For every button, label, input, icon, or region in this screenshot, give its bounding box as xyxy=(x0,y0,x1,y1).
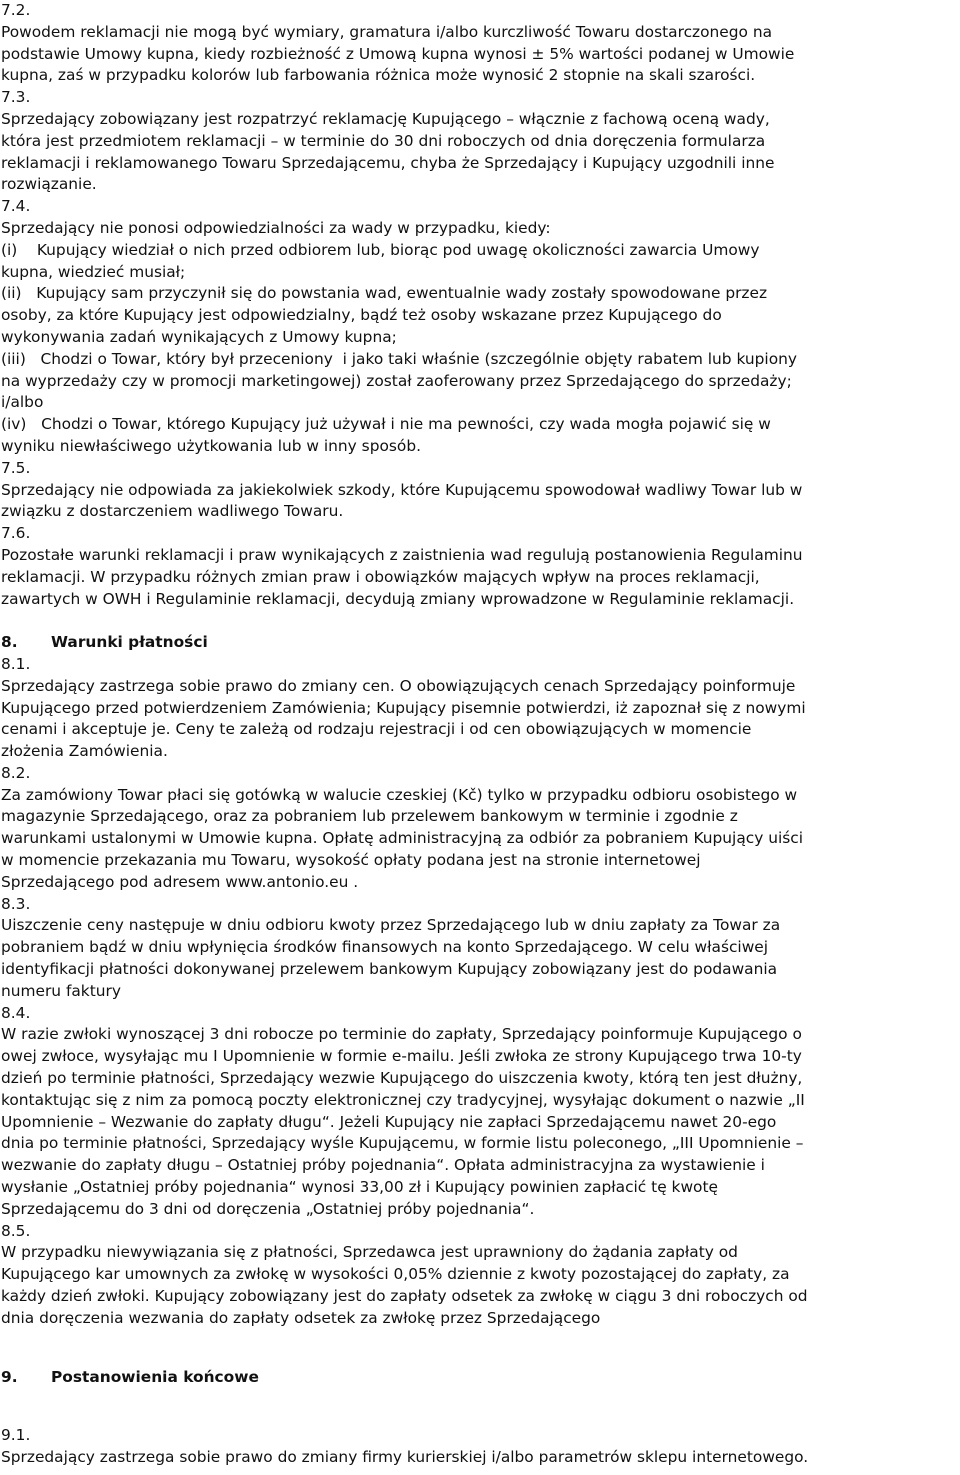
list-item-line: na wyprzedaży czy w promocji marketingowej) został zaoferowany przez Sprzedającego do sprzedaży; xyxy=(1,371,792,390)
section-number: 7.4. xyxy=(1,197,31,216)
paragraph-line: kontaktując się z nim za pomocą poczty elektronicznej czy tradycyjnej, wysyłając dokument o nazwie „II xyxy=(1,1090,805,1109)
paragraph-line: w momencie przekazania mu Towaru, wysokość opłaty podana jest na stronie internetowej xyxy=(1,851,701,870)
section-number: 7.6. xyxy=(1,524,31,543)
section-number: 8.2. xyxy=(1,763,31,782)
section-number: 9.1. xyxy=(1,1426,31,1444)
paragraph-line: wezwanie do zapłaty długu – Ostatniej próby pojednania“. Opłata administracyjna za wystawienie i xyxy=(1,1156,765,1175)
heading-number: 9. xyxy=(1,1368,18,1387)
section-number: 7.5. xyxy=(1,458,31,477)
section-number: 7.3. xyxy=(1,88,31,107)
paragraph-line: reklamacji. W przypadku różnych zmian praw i obowiązków mających wpływ na proces reklamacji, xyxy=(1,567,760,586)
section-8-1 xyxy=(1,654,960,763)
paragraph-line: zawartych w OWH i Regulaminie reklamacji, decydują zmiany wprowadzone w Regulaminie reklamacji. xyxy=(1,589,795,608)
paragraph-line: dnia po terminie płatności, Sprzedający wyśle Kupującemu, w formie listu poleconego, „III Upomnienie – xyxy=(1,1134,804,1153)
paragraph-line: rozwiązanie. xyxy=(1,175,97,194)
paragraph-line: warunkami ustalonymi w Umowie kupna. Opłatę administracyjną za odbiór za pobraniem Kupujący uiści xyxy=(1,829,804,848)
paragraph-line: kupna, zaś w przypadku kolorów lub farbowania różnica może wynosić 2 stopnie na skali szarości. xyxy=(1,66,756,85)
spacer xyxy=(1,1351,960,1367)
section-number: 7.2. xyxy=(1,1,31,19)
section-7-6 xyxy=(1,523,960,610)
paragraph-line: Upomnienie – Wezwanie do zapłaty długu“. Jeżeli Kupujący nie zapłaci Sprzedającemu nawet 20-ego xyxy=(1,1112,777,1131)
paragraph-line: reklamacji i reklamowanego Towaru Sprzedającemu, chyba że Sprzedający i Kupujący uzgodnili inne xyxy=(1,153,775,172)
paragraph-line: wysłanie „Ostatniej próby pojednania“ wynosi 33,00 zł i Kupujący powinien zapłacić tę kwotę xyxy=(1,1178,718,1197)
section-8-4 xyxy=(1,1003,960,1221)
section-7-2 xyxy=(1,0,960,87)
heading-section-8 xyxy=(1,632,960,654)
paragraph-line: Sprzedający zastrzega sobie prawo do zmiany cen. O obowiązujących cenach Sprzedający poinformuje xyxy=(1,676,796,695)
list-item-line: wykonywania zadań wynikających z Umowy kupna; xyxy=(1,327,397,346)
heading-title: Postanowienia końcowe xyxy=(51,1368,259,1387)
spacer xyxy=(1,610,960,632)
heading-title: Warunki płatności xyxy=(51,633,208,652)
section-9-1 xyxy=(1,1425,960,1469)
paragraph-line: magazynie Sprzedającego, oraz za pobraniem lub przelewem bankowym w terminie i zgodnie z xyxy=(1,807,738,826)
list-item-line: (iv) Chodzi o Towar, którego Kupujący już używał i nie ma pewności, czy wada mogła pojawić się w xyxy=(1,415,771,434)
paragraph-line: dnia doręczenia wezwania do zapłaty odsetek za zwłokę przez Sprzedającego xyxy=(1,1308,601,1327)
heading-section-9 xyxy=(1,1367,960,1389)
section-8-2 xyxy=(1,763,960,894)
paragraph-line: numeru faktury xyxy=(1,981,121,1000)
heading-number: 8. xyxy=(1,633,18,652)
paragraph-line: Sprzedający zobowiązany jest rozpatrzyć reklamację Kupującego – włącznie z fachową oceną wady, xyxy=(1,109,770,128)
list-item-line: (i) Kupujący wiedział o nich przed odbiorem lub, biorąc pod uwagę okoliczności zawarcia Umowy xyxy=(1,240,760,259)
paragraph-line: związku z dostarczeniem wadliwego Towaru. xyxy=(1,502,344,521)
paragraph-line: która jest przedmiotem reklamacji – w terminie do 30 dni roboczych od dnia doręczenia formularza xyxy=(1,131,766,150)
paragraph-line: W razie zwłoki wynoszącej 3 dni robocze po terminie do zapłaty, Sprzedający poinformuje Kupującego o xyxy=(1,1025,802,1044)
list-item-line: osoby, za które Kupujący jest odpowiedzialny, bądź też osoby wskazane przez Kupującego do xyxy=(1,306,722,325)
section-7-5 xyxy=(1,458,960,523)
section-number: 8.5. xyxy=(1,1221,31,1240)
paragraph-line: Uiszczenie ceny następuje w dniu odbioru kwoty przez Sprzedającego lub w dniu zapłaty za Towar za xyxy=(1,916,781,935)
paragraph-line: Powodem reklamacji nie mogą być wymiary, gramatura i/albo kurczliwość Towaru dostarczonego na xyxy=(1,22,773,41)
paragraph-line: Sprzedający nie odpowiada za jakiekolwiek szkody, które Kupującemu spowodował wadliwy Towar lub w xyxy=(1,480,803,499)
paragraph-line: pobraniem bądź w dniu wpłynięcia środków finansowych na konto Sprzedającego. W celu właściwej xyxy=(1,938,769,957)
spacer xyxy=(1,1330,960,1352)
paragraph-line: Za zamówiony Towar płaci się gotówką w walucie czeskiej (Kč) tylko w przypadku odbioru osobistego w xyxy=(1,785,798,804)
section-number: 8.3. xyxy=(1,894,31,913)
paragraph-line: identyfikacji płatności dokonywanej przelewem bankowym Kupujący zobowiązany jest do podawania xyxy=(1,960,778,979)
section-number: 8.4. xyxy=(1,1003,31,1022)
list-item-line: kupna, wiedzieć musiał; xyxy=(1,262,186,281)
section-7-3 xyxy=(1,87,960,196)
section-7-4 xyxy=(1,196,960,458)
paragraph-line: każdy dzień zwłoki. Kupujący zobowiązany jest do zapłaty odsetek za zwłokę w ciągu 3 dni roboczych od xyxy=(1,1287,808,1306)
paragraph-line: Sprzedającego pod adresem www.antonio.eu . xyxy=(1,872,359,891)
section-8-3 xyxy=(1,894,960,1003)
section-number: 8.1. xyxy=(1,654,31,673)
list-item-line: wyniku niewłaściwego użytkowania lub w inny sposób. xyxy=(1,436,421,455)
spacer xyxy=(1,1411,960,1425)
list-item-line: (iii) Chodzi o Towar, który był przeceniony i jako taki właśnie (szczególnie objęty rabatem lub kupiony xyxy=(1,349,797,368)
paragraph-line: Kupującego przed potwierdzeniem Zamówienia; Kupujący pisemnie potwierdzi, iż zapoznał się z nowymi xyxy=(1,698,806,717)
paragraph-line: Pozostałe warunki reklamacji i praw wynikających z zaistnienia wad regulują postanowienia Regulaminu xyxy=(1,545,803,564)
paragraph-line: owej zwłoce, wysyłając mu I Upomnienie w formie e-mailu. Jeśli zwłoka ze strony Kupującego trwa 10-ty xyxy=(1,1047,802,1066)
section-8-5 xyxy=(1,1221,960,1330)
paragraph-line: podstawie Umowy kupna, kiedy rozbieżność z Umową kupna wynosi ± 5% wartości podanej w Umowie xyxy=(1,44,795,63)
paragraph-line: cenami i akceptuje je. Ceny te zależą od rodzaju rejestracji i od cen obowiązujących w momencie xyxy=(1,720,752,739)
paragraph-line: Sprzedający zastrzega sobie prawo do zmiany firmy kurierskiej i/albo parametrów sklepu internetowego. xyxy=(1,1447,809,1466)
paragraph-line: dzień po terminie płatności, Sprzedający wezwie Kupującego do uiszczenia kwoty, którą ten jest dłużny, xyxy=(1,1069,803,1088)
list-item-line: i/albo xyxy=(1,393,44,412)
paragraph-line: Kupującego kar umownych za zwłokę w wysokości 0,05% dziennie z kwoty pozostającej do zapłaty, za xyxy=(1,1265,790,1284)
paragraph-line: Sprzedającemu do 3 dni od doręczenia „Ostatniej próby pojednania“. xyxy=(1,1199,535,1218)
paragraph-line: W przypadku niewywiązania się z płatności, Sprzedawca jest uprawniony do żądania zapłaty od xyxy=(1,1243,738,1262)
list-item-line: (ii) Kupujący sam przyczynił się do powstania wad, ewentualnie wady zostały spowodowane przez xyxy=(1,284,768,303)
spacer xyxy=(1,1389,960,1411)
paragraph-line: Sprzedający nie ponosi odpowiedzialności za wady w przypadku, kiedy: xyxy=(1,218,551,237)
paragraph-line: złożenia Zamówienia. xyxy=(1,742,168,761)
